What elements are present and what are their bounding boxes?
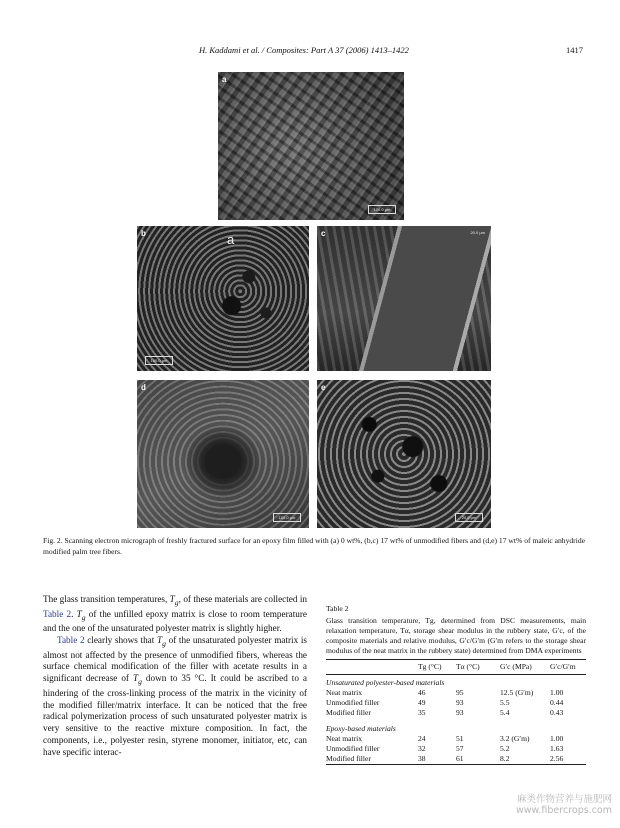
table-cell: 38 (418, 754, 426, 763)
table-group-title: Unsaturated polyester-based materials (326, 678, 445, 687)
table-cell: 46 (418, 688, 426, 697)
table-row (326, 688, 586, 698)
table-cell: 0.43 (550, 708, 564, 717)
table-cell: 35 (418, 708, 426, 717)
scale-bar: 20.0 μm (470, 230, 485, 235)
table-cell: 24 (418, 734, 426, 743)
panel-label: e (321, 383, 326, 392)
tg-symbol: $T_g$ (132, 673, 142, 687)
table-cell: 95 (456, 688, 464, 697)
sem-panel-b (137, 226, 309, 371)
panel-label: a (222, 75, 227, 84)
table-row (326, 698, 586, 708)
panel-label: c (321, 229, 326, 238)
table-row (326, 708, 586, 718)
table-cell: 1.00 (550, 734, 564, 743)
paragraph (43, 635, 307, 759)
watermark-line: www.fibercrops.com (515, 805, 612, 816)
table-row (326, 744, 586, 754)
text-run: , of these materials are collected in (178, 594, 307, 604)
table-cell: Unmodified filler (326, 698, 380, 707)
table-header-cell: G′c (MPa) (500, 662, 532, 671)
scale-bar: 100.0 μm (145, 356, 173, 365)
table-cell: Unmodified filler (326, 744, 380, 753)
table-header-cell: Tg (°C) (418, 662, 442, 671)
table-cell: 8.2 (500, 754, 510, 763)
table-label: Table 2 (326, 604, 349, 613)
table-cell: 51 (456, 734, 464, 743)
table-cell: 2.56 (550, 754, 564, 763)
table-row (326, 754, 586, 765)
table-cell: Modified filler (326, 754, 371, 763)
table-cell: 5.5 (500, 698, 510, 707)
table-cell: Neat matrix (326, 688, 363, 697)
panel-inset-label: a (227, 232, 235, 247)
table-cell: Modified filler (326, 708, 371, 717)
sem-panel-e (317, 380, 491, 528)
table-cell: 49 (418, 698, 426, 707)
running-header (0, 45, 620, 59)
sem-panel-c (317, 226, 491, 371)
page-number: 1417 (566, 45, 583, 55)
table-header-cell: G′c/G′m (550, 662, 576, 671)
table-cell: 1.63 (550, 744, 564, 753)
table-cell: 5.4 (500, 708, 510, 717)
text-run: The glass transition temperatures, (43, 594, 170, 604)
table-header-cell: Tα (°C) (456, 662, 480, 671)
table-cell: 3.2 (G′m) (500, 734, 530, 743)
tg-symbol: $T_g$ (76, 608, 86, 622)
text-run: down to 35 °C. It could be ascribed to a hindering of the cross-linking process of the matrix in the vicinity of the modified filler/matrix interface. It can be noticed that the free radical polymerization process of such unsaturated polyester matrix is very sensitive to the reactive mixture composition. In fact, the components, i.e., polyester resin, styrene monomer, initiator, etc, can have specific interac- (43, 673, 307, 757)
table-2-link[interactable]: Table 2 (43, 608, 72, 619)
table-cell: Neat matrix (326, 734, 363, 743)
text-run: . (71, 608, 77, 619)
table-cell: 93 (456, 708, 464, 717)
table-2-link[interactable]: Table 2 (57, 635, 85, 646)
table-grid (326, 660, 586, 765)
sem-panel-a (218, 72, 404, 220)
table-header-cell (326, 660, 414, 675)
watermark (462, 794, 612, 816)
table-cell: 93 (456, 698, 464, 707)
text-run: of the unsaturated polyester matrix is almost not affected by the presence of unmodified fibers, whereas the surface chemical modification of the filler with acetate results in a significant decrease of (43, 635, 307, 684)
body-text (43, 594, 307, 759)
watermark-line: 麻类作物营养与施肥网 (516, 794, 612, 805)
table-row (326, 734, 586, 744)
scale-bar: 100.0 μm (273, 513, 301, 522)
table-group-row (326, 718, 586, 734)
table-cell: 57 (456, 744, 464, 753)
table-group-row (326, 675, 586, 689)
table-cell: 32 (418, 744, 426, 753)
table-cell: 5.2 (500, 744, 510, 753)
tg-symbol: $T_g$ (169, 594, 179, 607)
scale-bar: 20.0 μm (455, 513, 483, 522)
table-2 (326, 604, 586, 765)
paragraph (43, 594, 307, 635)
text-run: of the unfilled epoxy matrix is close to room temperature and the one of the unsaturated polyester matrix is slightly higher. (43, 608, 308, 634)
table-group-title: Epoxy-based materials (326, 724, 396, 733)
table-cell: 61 (456, 754, 464, 763)
text-run: clearly shows that (84, 635, 157, 646)
figure-caption: Fig. 2. Scanning electron micrograph of freshly fractured surface for an epoxy film filled with (a) 0 wt%, (b,c) 17 wt% of unmodified fibers and (d,e) 17 wt% of maleic anhydride modified palm tree fibers. (43, 536, 585, 556)
table-cell: 1.00 (550, 688, 564, 697)
sem-panel-d (137, 380, 309, 528)
table-cell: 12.5 (G′m) (500, 688, 534, 697)
table-cell: 0.44 (550, 698, 564, 707)
table-header-row (326, 660, 586, 675)
tg-symbol: $T_g$ (156, 635, 166, 648)
scale-bar: 100.0 μm (368, 205, 396, 214)
panel-label: d (141, 383, 146, 392)
running-head: H. Kaddami et al. / Composites: Part A 37 (2006) 1413–1422 (199, 45, 409, 55)
table-caption: Glass transition temperature, Tg, determined from DSC measurements, main relaxation temperature, Tα, storage shear modulus in the rubbery state, G′c, of the composite materials and relative modulus, G′c/G′m (G′m refers to the storage shear modulus of the neat matrix in the rubbery state) determined from DMA experiments (326, 616, 586, 655)
panel-label: b (141, 229, 146, 238)
